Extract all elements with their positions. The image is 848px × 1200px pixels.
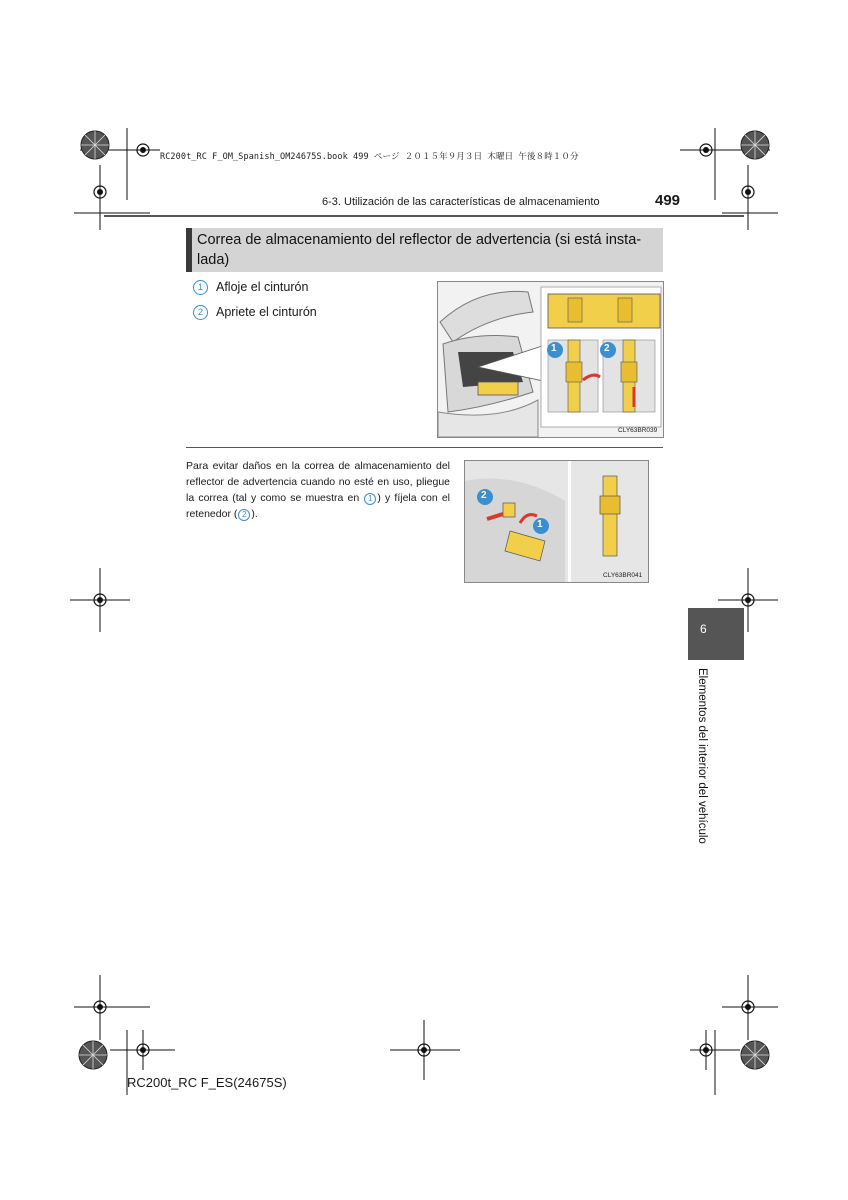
section-title-bar [186,228,192,272]
figure1-code: CLY63BR039 [618,427,658,434]
car-trunk-illustration [438,282,663,437]
chapter-number: 6 [700,622,707,636]
step-number-1: 1 [193,280,208,295]
figure1-label-2: 2 [604,343,610,354]
figure2-label-1: 1 [537,519,543,530]
strap-fold-illustration [465,461,648,582]
step-1 [193,280,308,295]
paragraph-part1: Para evitar daños en la correa de almacenamiento del reflector de advertencia cuando no esté en uso, pliegue la correa (tal y como se muestra en [186,460,450,504]
figure2-code: CLY63BR041 [603,572,643,579]
section-title: Correa de almacenamiento del reflector de advertencia (si está insta-lada) [197,232,642,268]
paragraph [186,458,450,522]
paragraph-ref-2: 2 [238,509,250,521]
page-number: 499 [655,192,681,209]
step-1-text: Afloje el cinturón [216,280,309,294]
print-info: RC200t_RC F_OM_Spanish_OM24675S.book 499 ページ ２０１５年９月３日 木曜日 午後８時１０分 [160,152,579,162]
chapter-tab [688,608,744,660]
chapter-label: Elementos del interior del vehículo [696,668,708,844]
step-number-2: 2 [193,305,208,320]
section-divider [186,447,663,448]
figure1-label-1: 1 [551,343,557,354]
paragraph-part2: ) y fíjela con el retenedor ( [186,492,450,520]
figure2-label-2: 2 [481,490,487,501]
figure-strap-fold [464,460,649,583]
paragraph-part3: ). [251,508,258,520]
step-2 [193,305,317,320]
step-2-text: Apriete el cinturón [216,305,317,319]
footer-code: RC200t_RC F_ES(24675S) [127,1075,287,1090]
paragraph-ref-1: 1 [364,493,376,505]
header-section-title: 6-3. Utilización de las características de almacenamiento [322,196,600,208]
figure-strap-adjust [437,281,664,438]
header-rule [104,215,744,217]
